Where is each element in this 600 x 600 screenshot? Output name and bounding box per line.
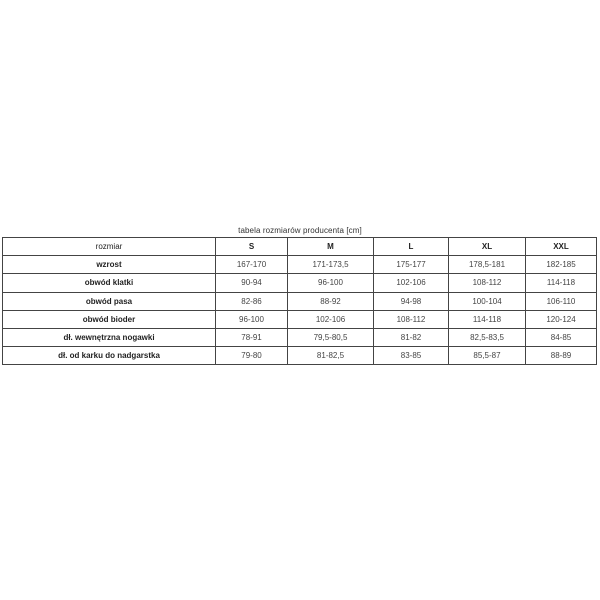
table-cell: 82-86 — [216, 292, 288, 310]
table-row — [3, 328, 597, 346]
table-header-row — [3, 238, 597, 256]
table-cell: 96-100 — [288, 274, 374, 292]
measurement-label: obwód bioder — [3, 310, 216, 328]
table-cell: 108-112 — [374, 310, 449, 328]
table-cell: 81-82 — [374, 328, 449, 346]
table-cell: 102-106 — [374, 274, 449, 292]
table-cell: 178,5-181 — [449, 256, 526, 274]
measurement-label: wzrost — [3, 256, 216, 274]
table-cell: 120-124 — [526, 310, 597, 328]
table-row — [3, 292, 597, 310]
table-cell: 175-177 — [374, 256, 449, 274]
table-row — [3, 274, 597, 292]
table-cell: 171-173,5 — [288, 256, 374, 274]
measurement-label: dł. od karku do nadgarstka — [3, 347, 216, 365]
table-cell: 90-94 — [216, 274, 288, 292]
table-cell: 83-85 — [374, 347, 449, 365]
table-cell: 82,5-83,5 — [449, 328, 526, 346]
table-cell: 79-80 — [216, 347, 288, 365]
table-cell: 167-170 — [216, 256, 288, 274]
measurement-label: obwód klatki — [3, 274, 216, 292]
table-cell: 88-92 — [288, 292, 374, 310]
size-header-cell: M — [288, 238, 374, 256]
measurement-label: dł. wewnętrzna nogawki — [3, 328, 216, 346]
table-cell: 106-110 — [526, 292, 597, 310]
corner-header-cell: rozmiar — [3, 238, 216, 256]
table-cell: 78-91 — [216, 328, 288, 346]
table-row — [3, 347, 597, 365]
table-cell: 85,5-87 — [449, 347, 526, 365]
table-cell: 108-112 — [449, 274, 526, 292]
table-cell: 79,5-80,5 — [288, 328, 374, 346]
table-cell: 182-185 — [526, 256, 597, 274]
size-header-cell: XL — [449, 238, 526, 256]
measurement-label: obwód pasa — [3, 292, 216, 310]
size-header-cell: XXL — [526, 238, 597, 256]
size-chart-table — [2, 237, 597, 365]
table-cell: 102-106 — [288, 310, 374, 328]
table-caption: tabela rozmiarów producenta [cm] — [238, 226, 362, 235]
table-row — [3, 256, 597, 274]
table-cell: 96-100 — [216, 310, 288, 328]
table-cell: 114-118 — [449, 310, 526, 328]
table-cell: 84-85 — [526, 328, 597, 346]
table-cell: 114-118 — [526, 274, 597, 292]
table-row — [3, 310, 597, 328]
table-cell: 81-82,5 — [288, 347, 374, 365]
size-header-cell: S — [216, 238, 288, 256]
table-cell: 94-98 — [374, 292, 449, 310]
table-cell: 88-89 — [526, 347, 597, 365]
size-header-cell: L — [374, 238, 449, 256]
table-cell: 100-104 — [449, 292, 526, 310]
